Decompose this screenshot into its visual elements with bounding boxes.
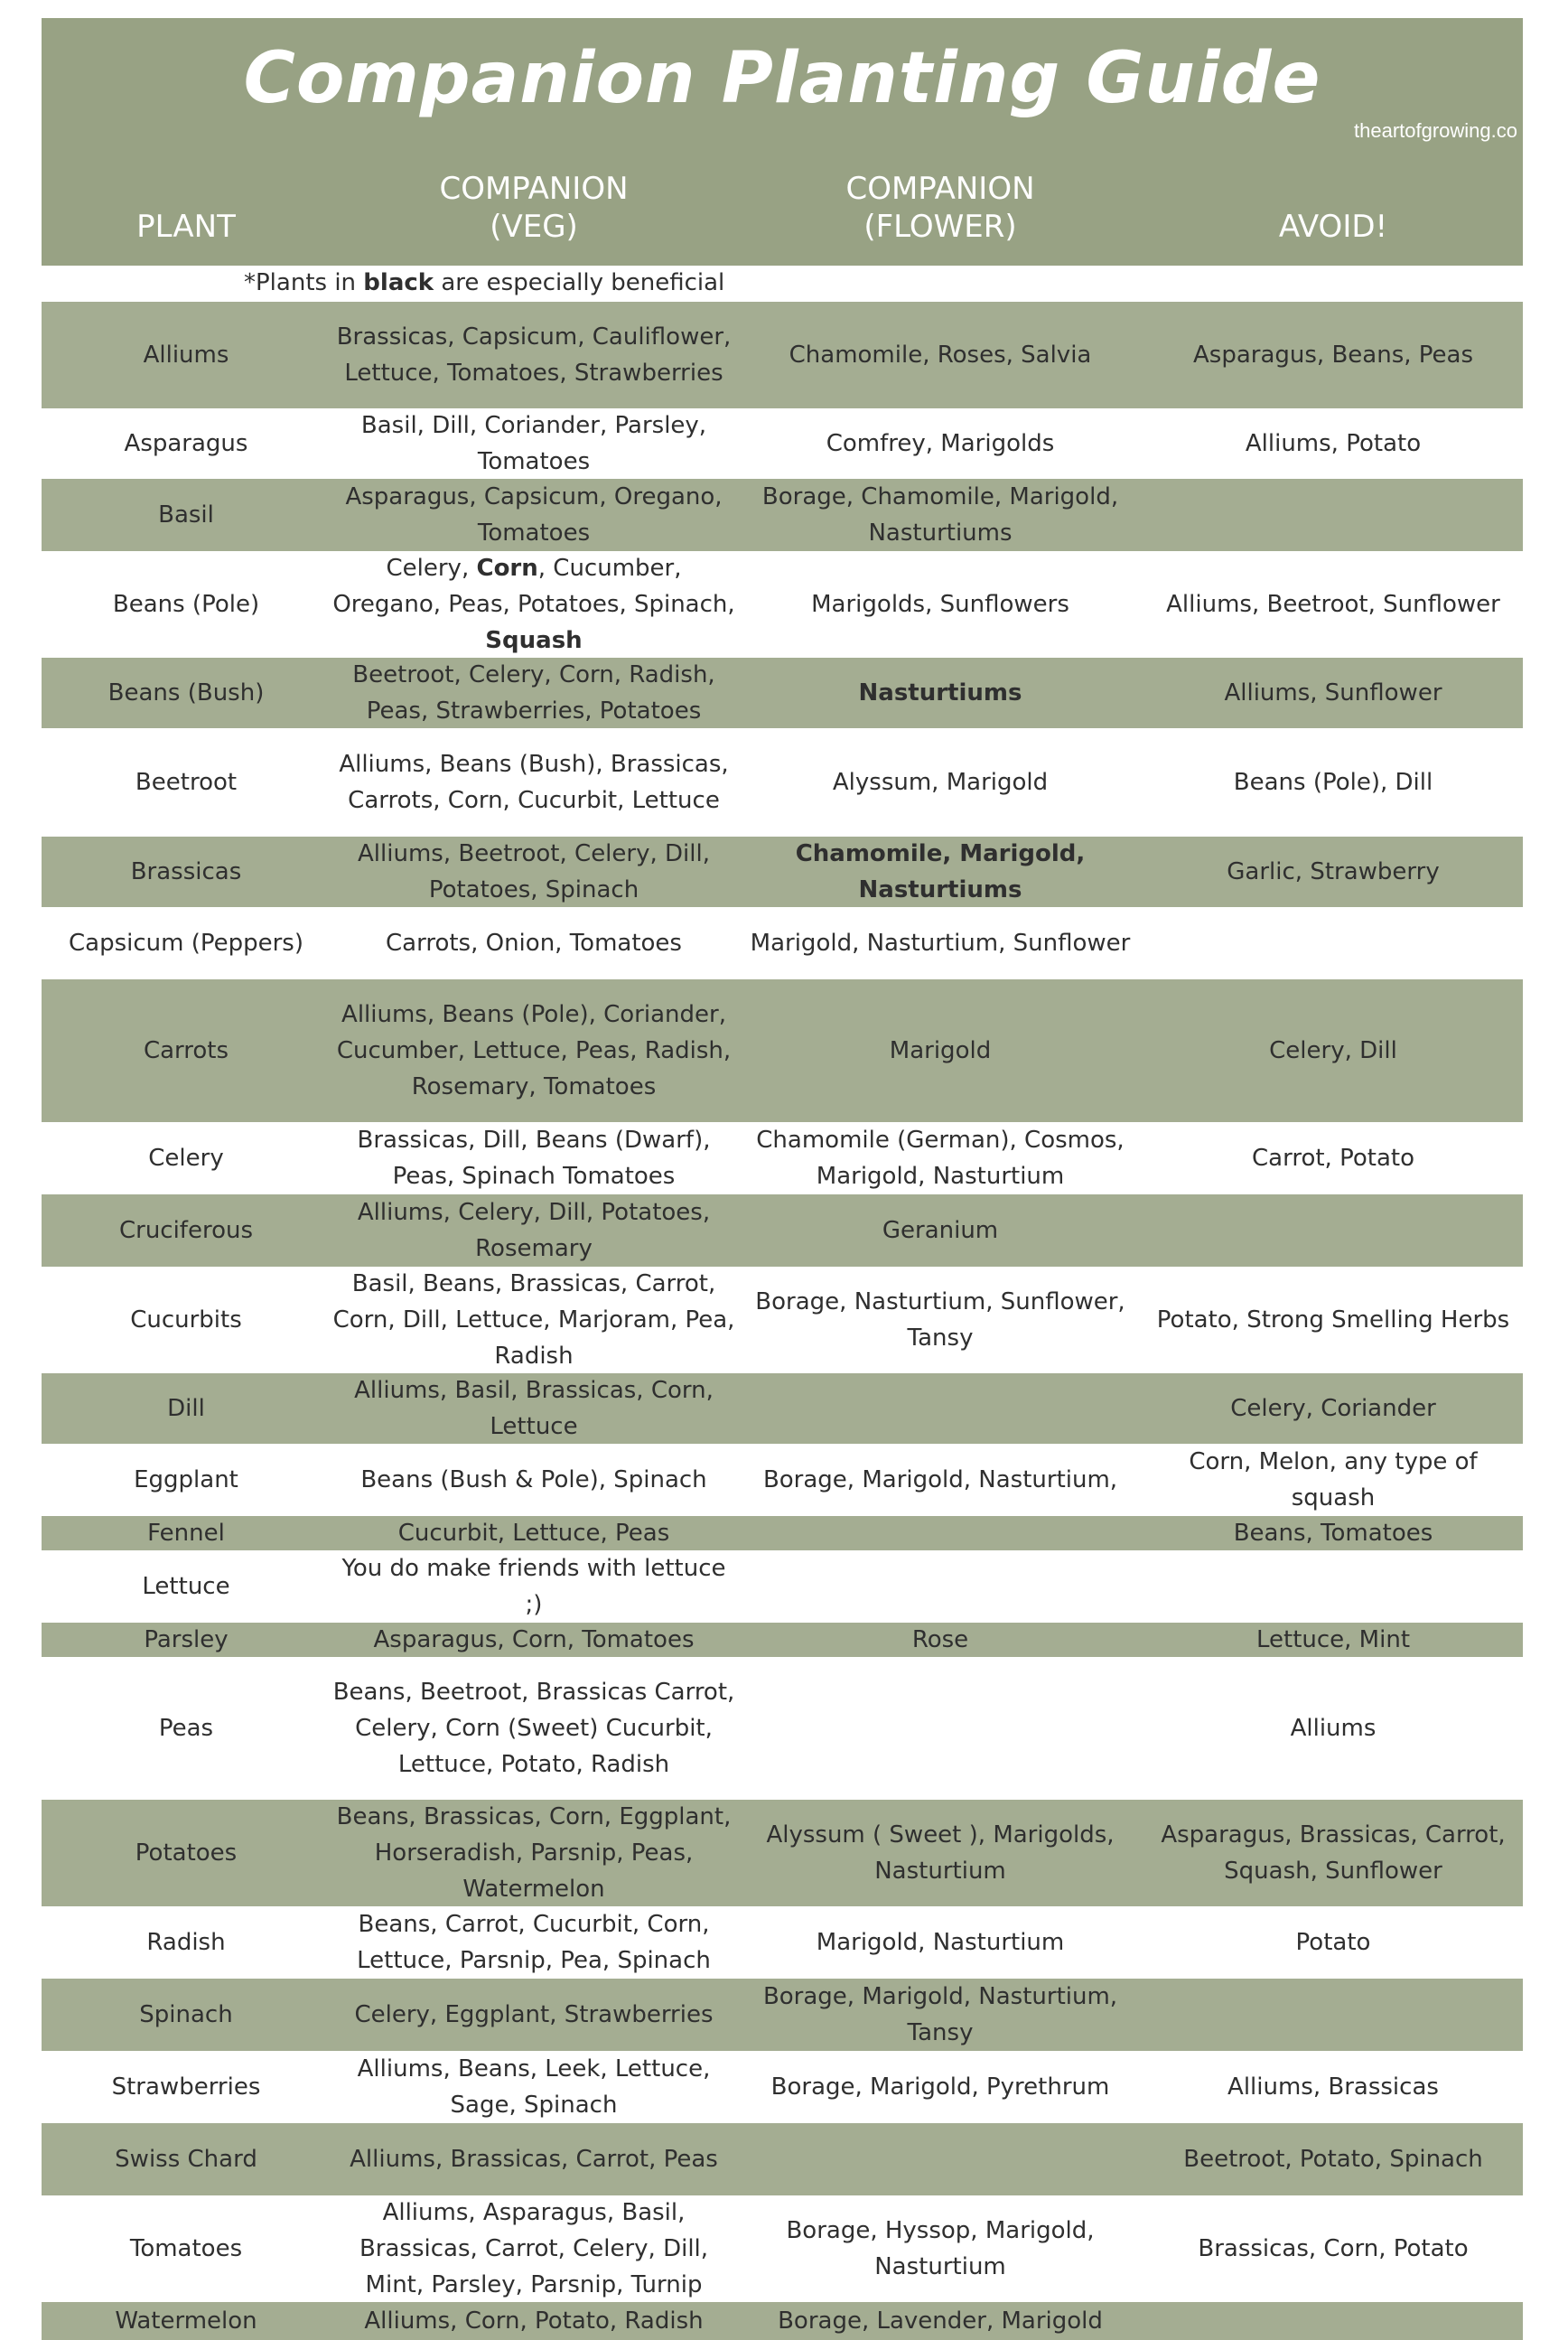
cell-avoid-text: Brassicas, Corn, Potato <box>1198 2235 1469 2262</box>
cell-flower <box>737 2213 1143 2285</box>
table-row <box>42 302 1523 408</box>
cell-veg <box>331 1122 737 1194</box>
cell-flower-text: Borage, Marigold, Nasturtium, Tansy <box>762 1983 1118 2046</box>
cell-flower <box>737 1462 1143 1498</box>
cell-flower <box>737 1622 1143 1658</box>
cell-flower <box>737 1817 1143 1889</box>
cell-avoid <box>1143 2141 1523 2177</box>
cell-flower <box>737 925 1143 961</box>
cell-avoid <box>1143 337 1523 373</box>
cell-veg <box>331 1372 737 1445</box>
cell-avoid <box>1143 1390 1523 1427</box>
cell-veg-text: Beans (Bush & Pole), Spinach <box>360 1466 707 1493</box>
cell-veg <box>331 479 737 551</box>
cell-avoid-text: Beetroot, Potato, Spinach <box>1183 2146 1483 2173</box>
cell-flower <box>737 586 1143 622</box>
cell-veg <box>331 550 737 659</box>
table-row <box>42 1267 1523 1373</box>
cell-plant-text: Cruciferous <box>118 1217 254 1244</box>
cell-plant <box>42 1622 331 1658</box>
cell-avoid <box>1143 1515 1523 1551</box>
cell-veg-text: Alliums, Asparagus, Basil, Brassicas, Carrot, Celery, Dill, Mint, Parsley, Parsnip, Turnip <box>359 2199 709 2298</box>
cell-flower <box>737 337 1143 373</box>
cell-veg <box>331 657 737 729</box>
column-header-veg-line2: (VEG) <box>490 209 578 245</box>
cell-veg-text: Cucurbit, Lettuce, Peas <box>397 1520 670 1547</box>
cell-plant-text: Potatoes <box>135 1839 238 1867</box>
cell-veg <box>331 925 737 961</box>
column-header-veg-line1: COMPANION <box>439 171 629 207</box>
cell-flower-text: Borage, Marigold, Nasturtium, <box>762 1466 1118 1493</box>
cell-plant <box>42 1140 331 1176</box>
page-title: Companion Planting Guide <box>243 38 1321 119</box>
cell-plant-text: Watermelon <box>115 2307 257 2335</box>
cell-flower-text: Marigold <box>889 1037 992 1064</box>
cell-plant <box>42 2231 331 2267</box>
table-row <box>42 2123 1523 2195</box>
cell-veg <box>331 1550 737 1623</box>
cell-avoid <box>1143 854 1523 890</box>
cell-avoid <box>1143 2231 1523 2267</box>
table-row <box>42 1122 1523 1194</box>
table-row <box>42 837 1523 907</box>
cell-plant-text: Cucurbits <box>130 1306 242 1334</box>
cell-veg-text: Beans, Carrot, Cucurbit, Corn, Lettuce, Parsnip, Pea, Spinach <box>357 1911 711 1974</box>
cell-veg <box>331 746 737 819</box>
cell-avoid-text: Celery, Coriander <box>1230 1395 1436 1422</box>
cell-avoid-text: Alliums, Beetroot, Sunflower <box>1166 591 1500 618</box>
cell-flower-text: Alyssum ( Sweet ), Marigolds, Nasturtium <box>766 1821 1115 1885</box>
cell-flower-text: Marigold, Nasturtium, Sunflower <box>750 930 1131 957</box>
cell-flower <box>737 1212 1143 1249</box>
cell-plant <box>42 426 331 462</box>
cell-plant <box>42 586 331 622</box>
cell-plant-text: Swiss Chard <box>115 2146 257 2173</box>
cell-avoid <box>1143 1622 1523 1658</box>
column-header-companion-flower <box>737 170 1143 246</box>
cell-veg-text: Alliums, Celery, Dill, Potatoes, Rosemary <box>357 1199 711 1262</box>
cell-avoid <box>1143 1033 1523 1069</box>
cell-plant <box>42 2069 331 2105</box>
cell-veg <box>331 1194 737 1267</box>
cell-flower-text: Nasturtiums <box>858 679 1022 707</box>
cell-avoid-text: Potato, Strong Smelling Herbs <box>1156 1306 1510 1334</box>
cell-avoid <box>1143 1444 1523 1516</box>
cell-veg-text: Alliums, Beans (Pole), Coriander, Cucumber, Lettuce, Peas, Radish, Rosemary, Tomatoes <box>336 1001 732 1100</box>
cell-flower-text: Marigolds, Sunflowers <box>811 591 1069 618</box>
cell-avoid <box>1143 426 1523 462</box>
cell-plant-text: Lettuce <box>142 1573 230 1600</box>
cell-plant-text: Strawberries <box>111 2073 261 2101</box>
table-row <box>42 1623 1523 1657</box>
table-row <box>42 1373 1523 1444</box>
cell-veg <box>331 1462 737 1498</box>
cell-plant-text: Peas <box>158 1715 214 1742</box>
cell-flower-text: Marigold, Nasturtium <box>816 1929 1065 1956</box>
cell-plant-text: Capsicum (Peppers) <box>69 930 303 957</box>
cell-avoid-text: Alliums, Sunflower <box>1224 679 1442 707</box>
cell-plant-text: Asparagus <box>124 430 248 457</box>
cell-veg-text: Beetroot, Celery, Corn, Radish, Peas, Strawberries, Potatoes <box>352 661 715 725</box>
cell-avoid-text: Asparagus, Brassicas, Carrot, Squash, Sunflower <box>1161 1821 1506 1885</box>
cell-plant <box>42 1212 331 1249</box>
cell-plant-text: Parsley <box>144 1626 229 1653</box>
cell-veg-text: Alliums, Corn, Potato, Radish <box>364 2307 704 2335</box>
cell-plant-text: Alliums <box>143 342 229 369</box>
table-row <box>42 1194 1523 1267</box>
cell-flower-text: Borage, Marigold, Pyrethrum <box>770 2073 1110 2101</box>
table-row <box>42 979 1523 1122</box>
cell-plant <box>42 1462 331 1498</box>
cell-veg <box>331 2051 737 2123</box>
cell-plant-text: Beans (Bush) <box>107 679 265 707</box>
cell-plant <box>42 1033 331 1069</box>
cell-veg-text: Carrots, Onion, Tomatoes <box>386 930 682 957</box>
cell-veg-text: Celery, Eggplant, Strawberries <box>354 2001 714 2028</box>
cell-plant-text: Fennel <box>147 1520 225 1547</box>
legend-note-prefix: *Plants in <box>244 269 364 296</box>
table-row <box>42 1800 1523 1906</box>
cell-plant <box>42 925 331 961</box>
cell-flower <box>737 479 1143 551</box>
cell-flower <box>737 2303 1143 2339</box>
cell-avoid <box>1143 675 1523 711</box>
table-row <box>42 658 1523 728</box>
table-row <box>42 408 1523 479</box>
cell-avoid-text: Beans (Pole), Dill <box>1233 769 1433 796</box>
column-header-companion-veg <box>331 170 737 246</box>
cell-veg <box>331 1515 737 1551</box>
cell-veg <box>331 2303 737 2339</box>
cell-veg <box>331 2195 737 2303</box>
cell-avoid <box>1143 586 1523 622</box>
cell-flower-text: Borage, Nasturtium, Sunflower, Tansy <box>755 1288 1125 1352</box>
cell-plant <box>42 1835 331 1871</box>
cell-plant <box>42 1302 331 1338</box>
cell-plant <box>42 337 331 373</box>
cell-plant-text: Brassicas <box>130 858 242 885</box>
cell-avoid-text: Potato <box>1295 1929 1371 1956</box>
cell-veg-text: Alliums, Beans (Bush), Brassicas, Carrots, Corn, Cucurbit, Lettuce <box>339 751 729 814</box>
cell-veg-text: Alliums, Beetroot, Celery, Dill, Potatoes, Spinach <box>358 840 710 903</box>
cell-plant <box>42 1515 331 1551</box>
cell-plant <box>42 1997 331 2033</box>
cell-plant <box>42 764 331 800</box>
cell-flower <box>737 1924 1143 1961</box>
cell-plant <box>42 854 331 890</box>
cell-flower-text: Borage, Lavender, Marigold <box>778 2307 1103 2335</box>
cell-veg-text: Basil, Beans, Brassicas, Carrot, Corn, Dill, Lettuce, Marjoram, Pea, Radish <box>332 1270 735 1370</box>
cell-veg-text: Alliums, Beans, Leek, Lettuce, Sage, Spinach <box>357 2055 711 2119</box>
companion-table <box>42 302 1523 2340</box>
cell-veg <box>331 1906 737 1979</box>
cell-flower <box>737 2069 1143 2105</box>
cell-flower-text: Chamomile, Marigold, Nasturtiums <box>795 840 1086 903</box>
cell-plant-text: Dill <box>167 1395 205 1422</box>
cell-avoid <box>1143 764 1523 800</box>
cell-flower <box>737 426 1143 462</box>
cell-veg-text: Asparagus, Corn, Tomatoes <box>373 1626 695 1653</box>
cell-flower <box>737 1033 1143 1069</box>
table-row <box>42 1550 1523 1623</box>
cell-veg-text: Celery, Corn, Cucumber, Oregano, Peas, Potatoes, Spinach, Squash <box>332 555 735 654</box>
cell-flower-text: Rose <box>911 1626 969 1653</box>
cell-veg <box>331 1799 737 1907</box>
cell-veg <box>331 1674 737 1783</box>
cell-veg-text: Asparagus, Capsicum, Oregano, Tomatoes <box>345 483 723 547</box>
cell-veg-text: Alliums, Basil, Brassicas, Corn, Lettuce <box>354 1377 714 1440</box>
cell-plant-text: Tomatoes <box>129 2235 243 2262</box>
cell-avoid-text: Celery, Dill <box>1269 1037 1397 1064</box>
cell-avoid-text: Asparagus, Beans, Peas <box>1193 342 1473 369</box>
table-row <box>42 2302 1523 2340</box>
cell-flower-text: Alyssum, Marigold <box>832 769 1049 796</box>
cell-flower-text: Borage, Hyssop, Marigold, Nasturtium <box>786 2217 1095 2280</box>
table-row <box>42 551 1523 658</box>
cell-avoid-text: Corn, Melon, any type of squash <box>1189 1448 1478 1512</box>
cell-flower <box>737 1122 1143 1194</box>
legend-note-suffix: are especially beneficial <box>434 269 725 296</box>
cell-flower-text: Borage, Chamomile, Marigold, Nasturtiums <box>761 483 1119 547</box>
table-row <box>42 728 1523 837</box>
cell-plant <box>42 1710 331 1746</box>
cell-plant-text: Eggplant <box>134 1466 238 1493</box>
cell-plant <box>42 497 331 533</box>
cell-flower <box>737 764 1143 800</box>
cell-avoid <box>1143 2069 1523 2105</box>
column-header-plant: PLANT <box>136 209 236 245</box>
table-row <box>42 907 1523 979</box>
cell-flower-text: Chamomile, Roses, Salvia <box>789 342 1092 369</box>
cell-flower <box>737 675 1143 711</box>
cell-veg-text: You do make friends with lettuce ;) <box>341 1555 726 1618</box>
table-row <box>42 2195 1523 2302</box>
table-row <box>42 479 1523 551</box>
cell-avoid-text: Alliums, Brassicas <box>1227 2073 1439 2101</box>
cell-avoid-text: Garlic, Strawberry <box>1227 858 1440 885</box>
cell-veg-text: Beans, Beetroot, Brassicas Carrot, Celery, Corn (Sweet) Cucurbit, Lettuce, Potato, Radish <box>332 1679 735 1778</box>
header-banner <box>42 18 1523 266</box>
cell-avoid-text: Alliums <box>1290 1715 1377 1742</box>
cell-flower-text: Comfrey, Marigolds <box>826 430 1055 457</box>
cell-plant-text: Celery <box>148 1145 224 1172</box>
table-row <box>42 1657 1523 1800</box>
cell-plant <box>42 1924 331 1961</box>
legend-note <box>244 269 724 296</box>
cell-veg <box>331 407 737 480</box>
cell-avoid <box>1143 1710 1523 1746</box>
cell-flower <box>737 1284 1143 1356</box>
site-url: theartofgrowing.co <box>1354 119 1517 142</box>
cell-plant-text: Radish <box>146 1929 226 1956</box>
cell-plant <box>42 1390 331 1427</box>
cell-plant <box>42 675 331 711</box>
cell-flower-text: Chamomile (German), Cosmos, Marigold, Nasturtium <box>756 1127 1125 1190</box>
table-row <box>42 1979 1523 2051</box>
cell-flower-text: Geranium <box>882 1217 999 1244</box>
cell-avoid <box>1143 1817 1523 1889</box>
cell-veg <box>331 319 737 391</box>
table-row <box>42 1516 1523 1550</box>
cell-plant-text: Beetroot <box>135 769 238 796</box>
column-header-avoid: AVOID! <box>1278 209 1388 245</box>
cell-veg <box>331 1266 737 1374</box>
cell-veg <box>331 997 737 1105</box>
cell-plant <box>42 1568 331 1605</box>
cell-avoid-text: Lettuce, Mint <box>1255 1626 1411 1653</box>
cell-avoid <box>1143 1302 1523 1338</box>
cell-flower <box>737 1979 1143 2051</box>
cell-veg <box>331 836 737 908</box>
cell-veg-text: Basil, Dill, Coriander, Parsley, Tomatoes <box>360 412 707 475</box>
cell-plant <box>42 2303 331 2339</box>
column-header-flower-line2: (FLOWER) <box>863 209 1017 245</box>
column-header-flower-line1: COMPANION <box>845 171 1035 207</box>
table-row <box>42 1444 1523 1516</box>
cell-veg <box>331 2141 737 2177</box>
table-row <box>42 2051 1523 2123</box>
cell-veg-text: Brassicas, Capsicum, Cauliflower, Lettuce, Tomatoes, Strawberries <box>336 323 732 387</box>
cell-avoid <box>1143 1140 1523 1176</box>
cell-plant <box>42 2141 331 2177</box>
cell-veg-text: Brassicas, Dill, Beans (Dwarf), Peas, Spinach Tomatoes <box>357 1127 711 1190</box>
cell-veg <box>331 1622 737 1658</box>
cell-veg <box>331 1997 737 2033</box>
table-row <box>42 1906 1523 1979</box>
cell-avoid <box>1143 1924 1523 1961</box>
cell-plant-text: Basil <box>158 501 214 529</box>
cell-avoid-text: Carrot, Potato <box>1252 1145 1414 1172</box>
cell-flower <box>737 836 1143 908</box>
cell-veg-text: Beans, Brassicas, Corn, Eggplant, Horseradish, Parsnip, Peas, Watermelon <box>336 1803 732 1903</box>
cell-plant-text: Spinach <box>139 2001 233 2028</box>
legend-note-bold: black <box>363 269 434 296</box>
cell-plant-text: Carrots <box>143 1037 229 1064</box>
cell-veg-text: Alliums, Brassicas, Carrot, Peas <box>350 2146 718 2173</box>
cell-avoid-text: Beans, Tomatoes <box>1233 1520 1433 1547</box>
cell-avoid-text: Alliums, Potato <box>1245 430 1422 457</box>
cell-plant-text: Beans (Pole) <box>112 591 260 618</box>
